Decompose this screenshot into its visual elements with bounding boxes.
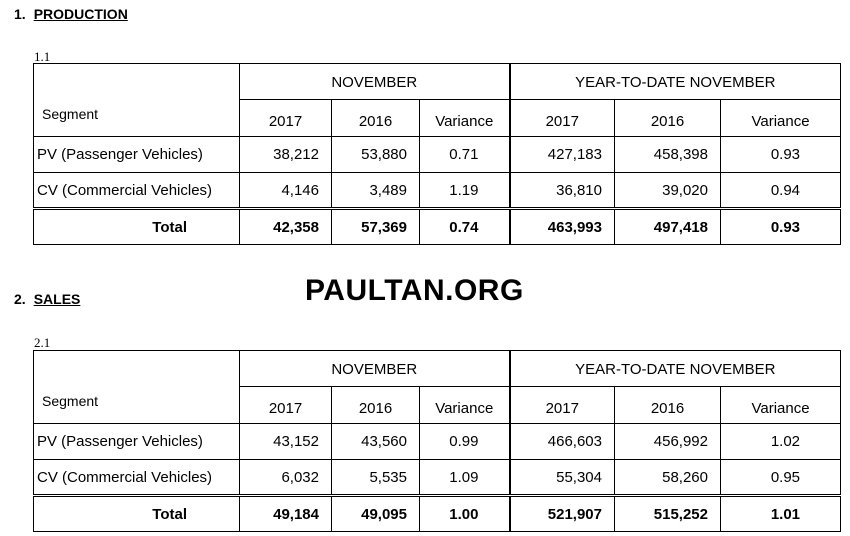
segment-header: Segment (34, 64, 240, 137)
production-heading-number: 1. (14, 6, 26, 22)
november-group-header: NOVEMBER (240, 64, 510, 100)
production-table (33, 63, 841, 245)
segment-cell: PV (Passenger Vehicles) (34, 424, 240, 460)
nov-variance-total: 1.00 (420, 496, 510, 532)
november-group-header: NOVEMBER (240, 351, 510, 387)
nov-2016-total: 57,369 (332, 209, 420, 245)
ytd-variance-header: Variance (721, 387, 841, 424)
ytd-variance-total: 0.93 (721, 209, 841, 245)
ytd-2017-cell: 427,183 (510, 137, 615, 173)
ytd-2017-header: 2017 (510, 100, 615, 137)
nov-variance-total: 0.74 (420, 209, 510, 245)
nov-variance-header: Variance (420, 100, 510, 137)
sales-sub-label: 2.1 (34, 335, 51, 350)
ytd-2017-header: 2017 (510, 387, 615, 424)
ytd-variance-cell: 0.94 (721, 173, 841, 209)
total-label: Total (34, 496, 240, 532)
ytd-variance-header: Variance (721, 100, 841, 137)
nov-2016-header: 2016 (332, 387, 420, 424)
segment-cell: CV (Commercial Vehicles) (34, 173, 240, 209)
sales-heading-number: 2. (14, 291, 26, 307)
segment-header: Segment (34, 351, 240, 424)
nov-2016-header: 2016 (332, 100, 420, 137)
nov-2017-cell: 4,146 (240, 173, 332, 209)
sales-heading (14, 291, 80, 307)
nov-2017-header: 2017 (240, 100, 332, 137)
sales-table (33, 350, 841, 532)
ytd-2016-cell: 39,020 (615, 173, 721, 209)
watermark-text: PAULTAN.ORG (305, 274, 524, 307)
ytd-variance-cell: 0.95 (721, 460, 841, 496)
nov-2016-cell: 43,560 (332, 424, 420, 460)
ytd-variance-total: 1.01 (721, 496, 841, 532)
table-row (34, 173, 841, 209)
table-row (34, 424, 841, 460)
total-label: Total (34, 209, 240, 245)
nov-variance-cell: 1.19 (420, 173, 510, 209)
ytd-2017-cell: 36,810 (510, 173, 615, 209)
table-row (34, 460, 841, 496)
ytd-2016-cell: 58,260 (615, 460, 721, 496)
nov-2017-cell: 38,212 (240, 137, 332, 173)
nov-2017-total: 42,358 (240, 209, 332, 245)
ytd-2016-header: 2016 (615, 387, 721, 424)
nov-variance-cell: 0.99 (420, 424, 510, 460)
ytd-2016-header: 2016 (615, 100, 721, 137)
nov-2017-total: 49,184 (240, 496, 332, 532)
ytd-group-header: YEAR-TO-DATE NOVEMBER (510, 64, 841, 100)
nov-2017-header: 2017 (240, 387, 332, 424)
ytd-2016-total: 497,418 (615, 209, 721, 245)
production-heading-title: PRODUCTION (33, 6, 128, 22)
segment-cell: CV (Commercial Vehicles) (34, 460, 240, 496)
ytd-2017-cell: 55,304 (510, 460, 615, 496)
ytd-group-header: YEAR-TO-DATE NOVEMBER (510, 351, 841, 387)
ytd-2016-cell: 458,398 (615, 137, 721, 173)
nov-2017-cell: 43,152 (240, 424, 332, 460)
nov-2016-cell: 5,535 (332, 460, 420, 496)
nov-variance-cell: 0.71 (420, 137, 510, 173)
ytd-variance-cell: 0.93 (721, 137, 841, 173)
nov-2016-cell: 3,489 (332, 173, 420, 209)
production-heading (14, 6, 128, 22)
ytd-2017-total: 463,993 (510, 209, 615, 245)
nov-2016-cell: 53,880 (332, 137, 420, 173)
ytd-2017-cell: 466,603 (510, 424, 615, 460)
nov-2016-total: 49,095 (332, 496, 420, 532)
ytd-variance-cell: 1.02 (721, 424, 841, 460)
segment-cell: PV (Passenger Vehicles) (34, 137, 240, 173)
table-row (34, 137, 841, 173)
nov-2017-cell: 6,032 (240, 460, 332, 496)
production-sub-label: 1.1 (34, 49, 51, 64)
sales-heading-title: SALES (33, 291, 81, 307)
total-row (34, 209, 841, 245)
ytd-2016-cell: 456,992 (615, 424, 721, 460)
nov-variance-header: Variance (420, 387, 510, 424)
nov-variance-cell: 1.09 (420, 460, 510, 496)
ytd-2016-total: 515,252 (615, 496, 721, 532)
total-row (34, 496, 841, 532)
ytd-2017-total: 521,907 (510, 496, 615, 532)
